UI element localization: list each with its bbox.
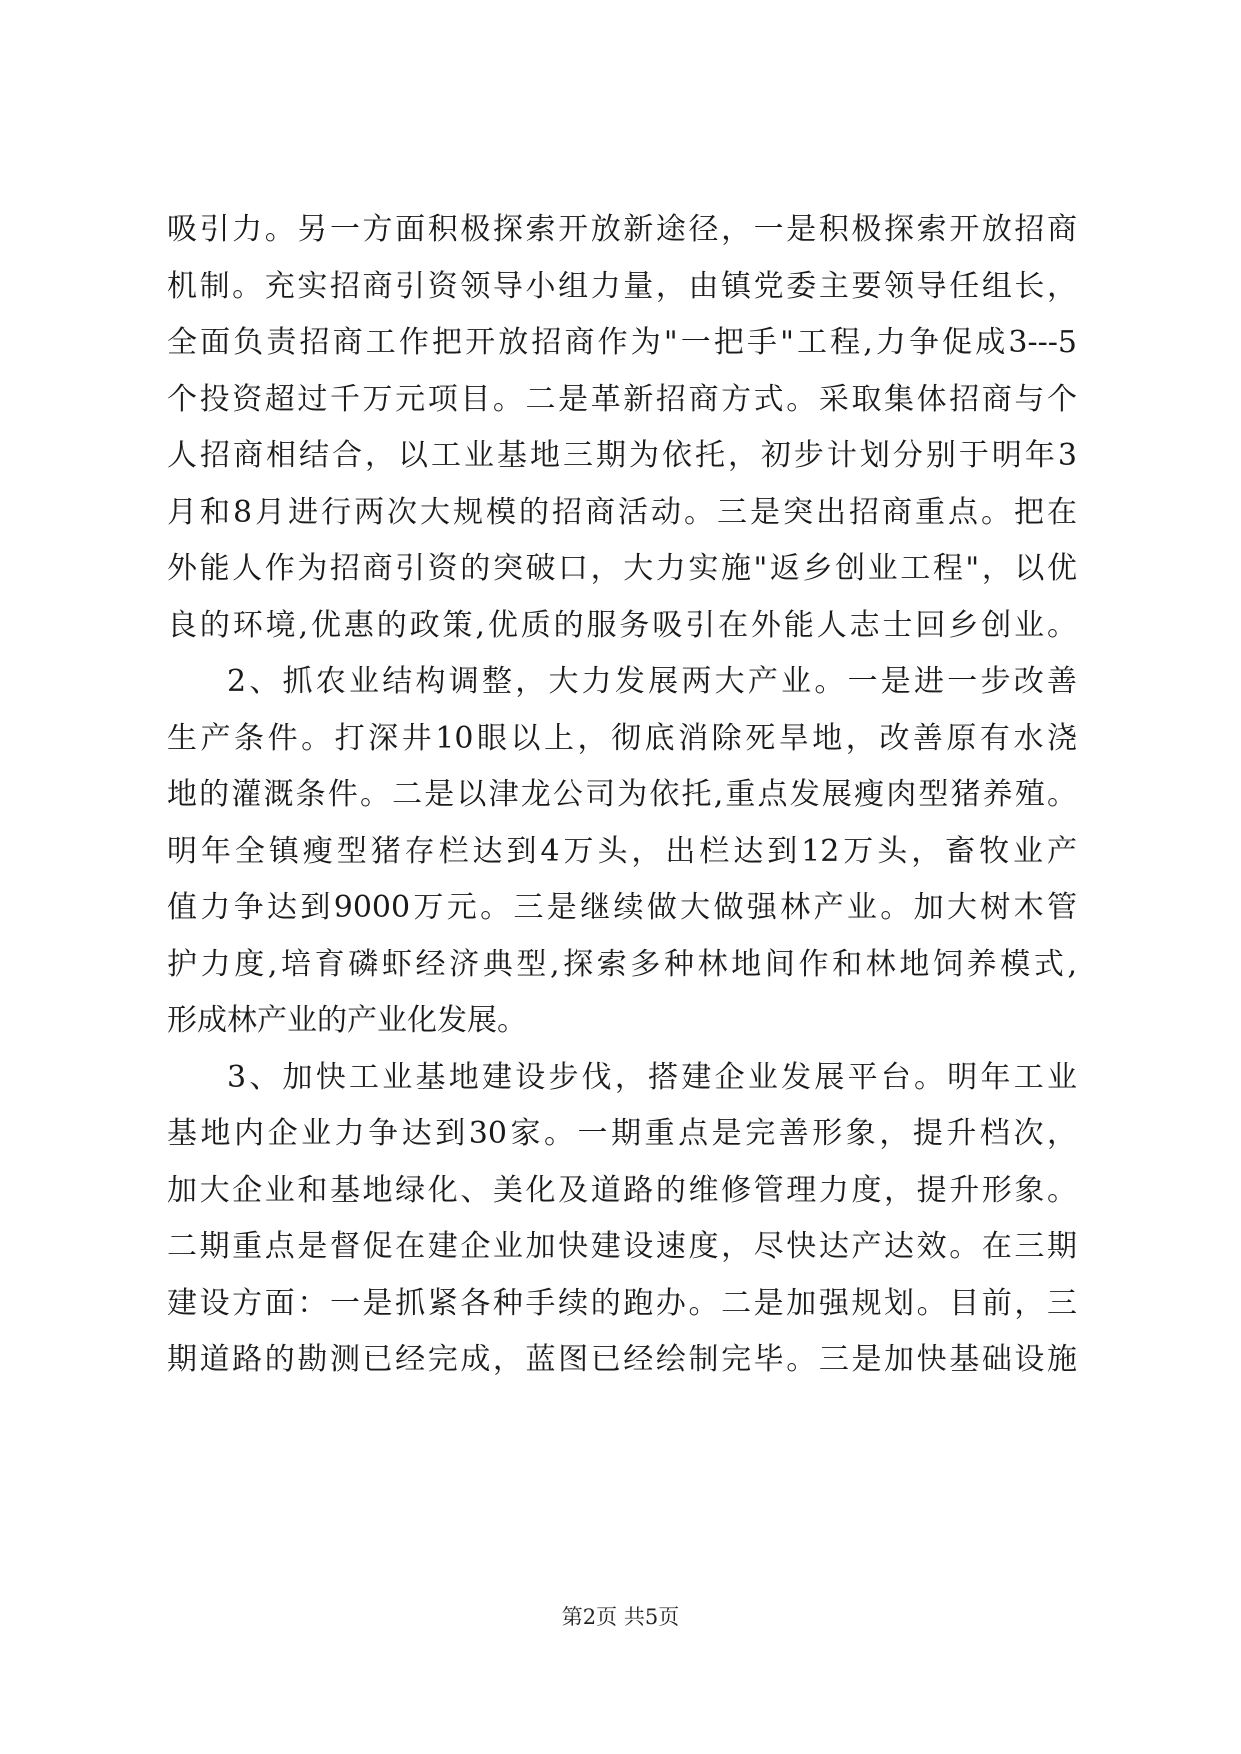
text-line: 护力度,培育磷虾经济典型,探索多种林地间作和林地饲养模式, — [167, 946, 1077, 982]
text-line: 二期重点是督促在建企业加快建设速度，尽快达产达效。在三期 — [167, 1229, 1077, 1264]
document-body — [167, 202, 1077, 1389]
text-line: 全面负责招商工作把开放招商作为"一把手"工程,力争促成3---5 — [167, 325, 1077, 360]
text-line: 机制。充实招商引资领导小组力量，由镇党委主要领导任组长， — [167, 268, 1077, 304]
text-line: 月和8月进行两次大规模的招商活动。三是突出招商重点。把在 — [167, 494, 1077, 530]
text-line: 加大企业和基地绿化、美化及道路的维修管理力度，提升形象。 — [167, 1172, 1077, 1208]
text-line: 地的灌溉条件。二是以津龙公司为依托,重点发展瘦肉型猪养殖。 — [167, 777, 1077, 812]
text-line: 建设方面：一是抓紧各种手续的跑办。二是加强规划。目前，三 — [167, 1285, 1077, 1321]
page-footer: 第2页 共5页 — [561, 1605, 680, 1629]
text-line: 外能人作为招商引资的突破口，大力实施"返乡创业工程"，以优 — [167, 551, 1077, 586]
text-line: 期道路的勘测已经完成，蓝图已经绘制完毕。三是加快基础设施 — [167, 1342, 1077, 1377]
text-line: 基地内企业力争达到30家。一期重点是完善形象，提升档次， — [167, 1116, 1077, 1151]
text-line: 形成林产业的产业化发展。 — [167, 1003, 527, 1038]
paragraph-start-line: 3、加快工业基地建设步伐，搭建企业发展平台。明年工业 — [227, 1059, 1077, 1095]
text-line: 值力争达到9000万元。三是继续做大做强林产业。加大树木管 — [167, 890, 1077, 925]
text-line: 明年全镇瘦型猪存栏达到4万头，出栏达到12万头，畜牧业产 — [167, 833, 1077, 869]
paragraph-start-line: 2、抓农业结构调整，大力发展两大产业。一是进一步改善 — [227, 664, 1077, 699]
text-line: 人招商相结合，以工业基地三期为依托，初步计划分别于明年3 — [167, 438, 1077, 473]
text-line: 良的环境,优惠的政策,优质的服务吸引在外能人志士回乡创业。 — [167, 607, 1077, 643]
text-line: 个投资超过千万元项目。二是革新招商方式。采取集体招商与个 — [167, 381, 1077, 417]
text-line: 吸引力。另一方面积极探索开放新途径，一是积极探索开放招商 — [167, 212, 1077, 247]
text-line: 生产条件。打深井10眼以上，彻底消除死旱地，改善原有水浇 — [167, 720, 1077, 756]
